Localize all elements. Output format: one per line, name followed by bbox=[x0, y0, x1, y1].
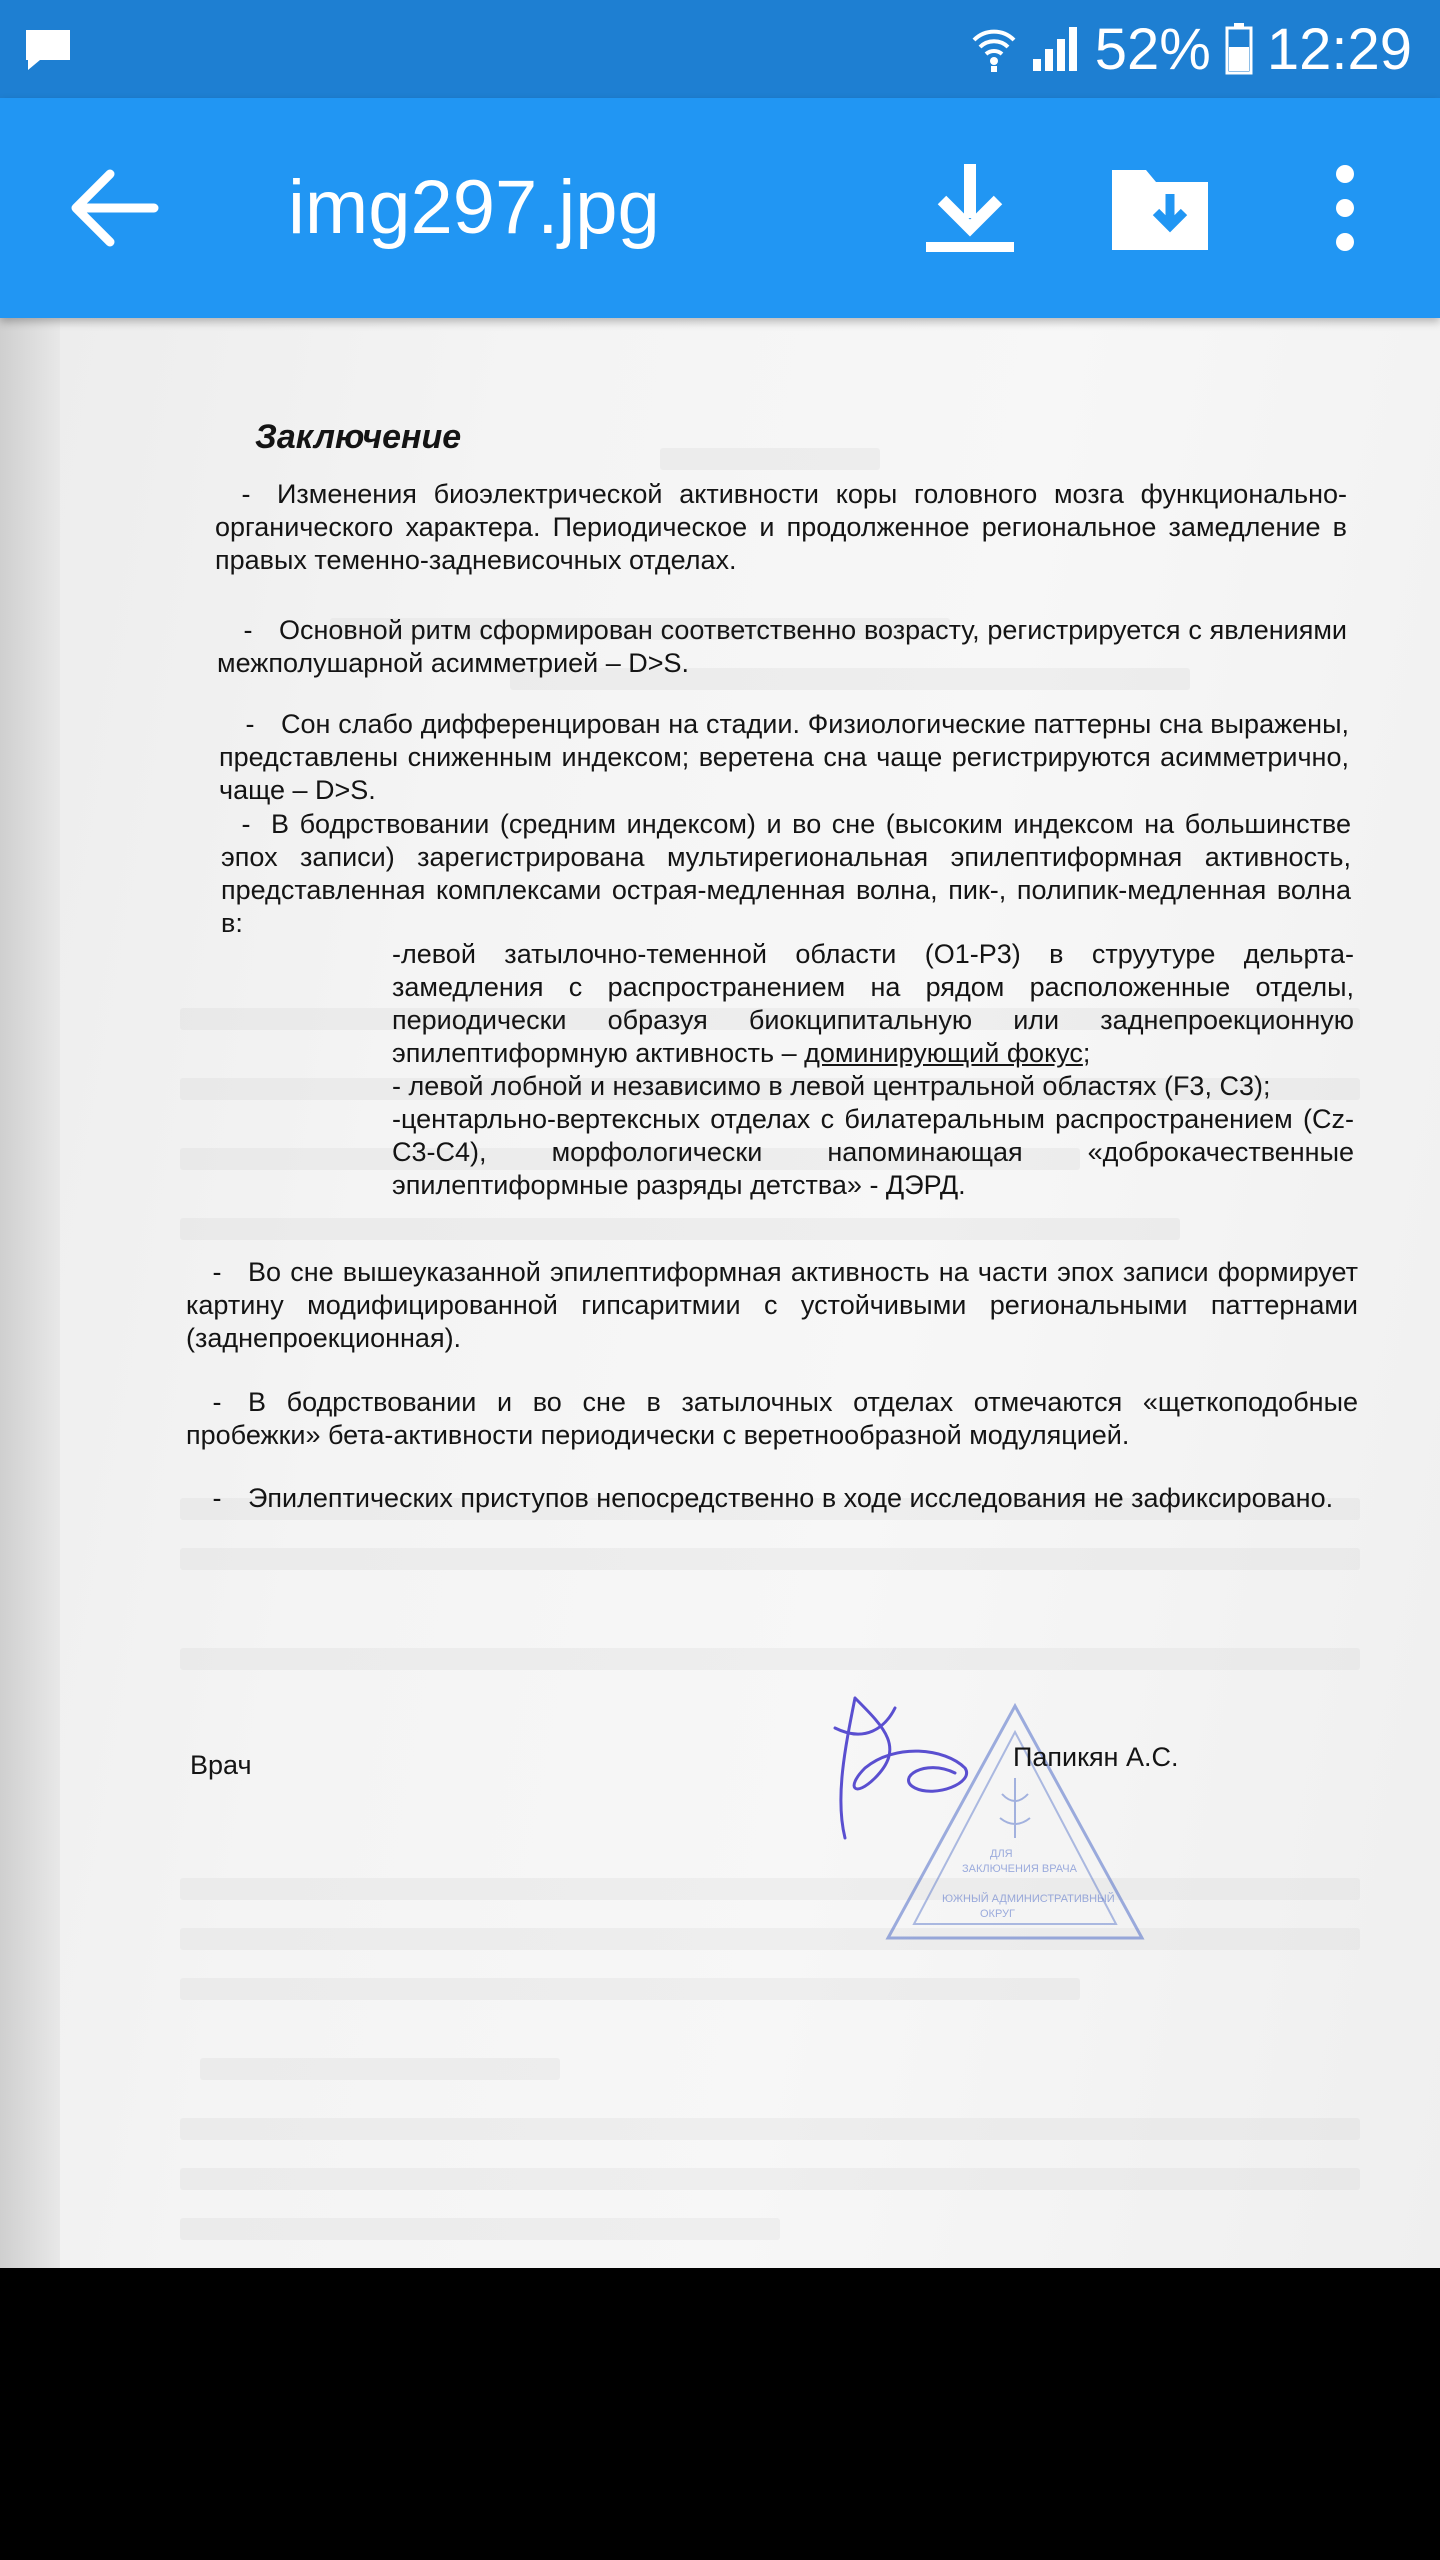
image-viewer[interactable] bbox=[0, 318, 1440, 2268]
conclusion-item-2: - Основной ритм сформирован соответственно возрасту, регистрируется с явлениями межполушарной асимметрией – D>S. bbox=[217, 615, 1347, 678]
status-bar bbox=[0, 0, 1440, 98]
battery-icon bbox=[1225, 23, 1253, 75]
focus-frontal-central: - левой лобной и независимо в левой центральной областях (F3, C3); bbox=[392, 1071, 1271, 1101]
stamp: ДЛЯ ЗАКЛЮЧЕНИЯ ВРАЧА ЮЖНЫЙ АДМИНИСТРАТИВНЫЙ ОКРУГ bbox=[880, 1698, 1150, 1948]
conclusion-item-6: - В бодрствовании и во сне в затылочных отделах отмечаются «щеткоподобные пробежки» бета-активности периодически с веретнообразной модуляцией. bbox=[186, 1387, 1358, 1450]
conclusion-item-3: - Сон слабо дифференцирован на стадии. Физиологические паттерны сна выражены, представлены сниженным индексом; веретена сна чаще регистрируются асимметрично, чаще – D>S. bbox=[219, 709, 1349, 805]
download-icon[interactable] bbox=[920, 160, 1020, 256]
conclusion-item-4: - В бодрствовании (средним индексом) и во сне (высоким индексом на большинстве эпох записи) зарегистрирована мультирегиональная эпилептиформная активность, представленная комплексами острая-медленная волна, пик-, полипик-медленная волна в: bbox=[221, 809, 1351, 938]
document-content bbox=[0, 318, 1440, 2268]
status-right bbox=[971, 0, 1412, 98]
more-vert-icon[interactable] bbox=[1320, 158, 1370, 258]
focus-central-vertex: -центарльно-вертексных отделах с билатеральным распространением (Cz-C3-C4), морфологически напоминающая «доброкачественные эпилептиформные разряды детства» - ДЭРД. bbox=[392, 1104, 1354, 1200]
focus-occipital-parietal: -левой затылочно-теменной области (О1-Р3) в струутуре дельрта-замедления с распространением на рядом расположенные отделы, периодически образуя биокципитальную или заднепроекционную эпилептиформную активность – доминирующий фокус; bbox=[392, 939, 1354, 1068]
wifi-icon bbox=[971, 24, 1017, 74]
conclusion-item-1: - Изменения биоэлектрической активности коры головного мозга функционально-органического характера. Периодическое и продолженное региональное замедление в правых теменно-задневисочных отделах. bbox=[215, 479, 1347, 575]
doctor-name: Папикян А.С. bbox=[1013, 1742, 1179, 1772]
document-heading: Заключение bbox=[255, 418, 462, 456]
back-arrow-icon[interactable] bbox=[70, 168, 160, 248]
file-title: img297.jpg bbox=[288, 165, 660, 250]
conclusion-item-7: - Эпилептических приступов непосредственно в ходе исследования не зафиксировано. bbox=[212, 1483, 1334, 1513]
app-bar bbox=[0, 98, 1440, 318]
save-to-folder-icon[interactable] bbox=[1108, 160, 1212, 256]
signal-icon bbox=[1031, 25, 1081, 73]
signature-icon bbox=[815, 1688, 985, 1848]
viewer-empty-area bbox=[0, 2268, 1440, 2560]
foci-sublist bbox=[392, 938, 1354, 1202]
dominant-focus-underlined: доминирующий фокус bbox=[804, 1038, 1083, 1068]
doctor-label: Врач bbox=[190, 1750, 252, 1780]
conclusion-item-5: - Во сне вышеуказанной эпилептиформная активность на части эпох записи формирует картину модифицированной гипсаритмии с устойчивыми региональными паттернами (заднепроекционная). bbox=[186, 1257, 1358, 1353]
chat-notification-icon bbox=[22, 26, 74, 74]
clock: 12:29 bbox=[1266, 16, 1412, 82]
battery-percent: 52% bbox=[1094, 16, 1211, 82]
